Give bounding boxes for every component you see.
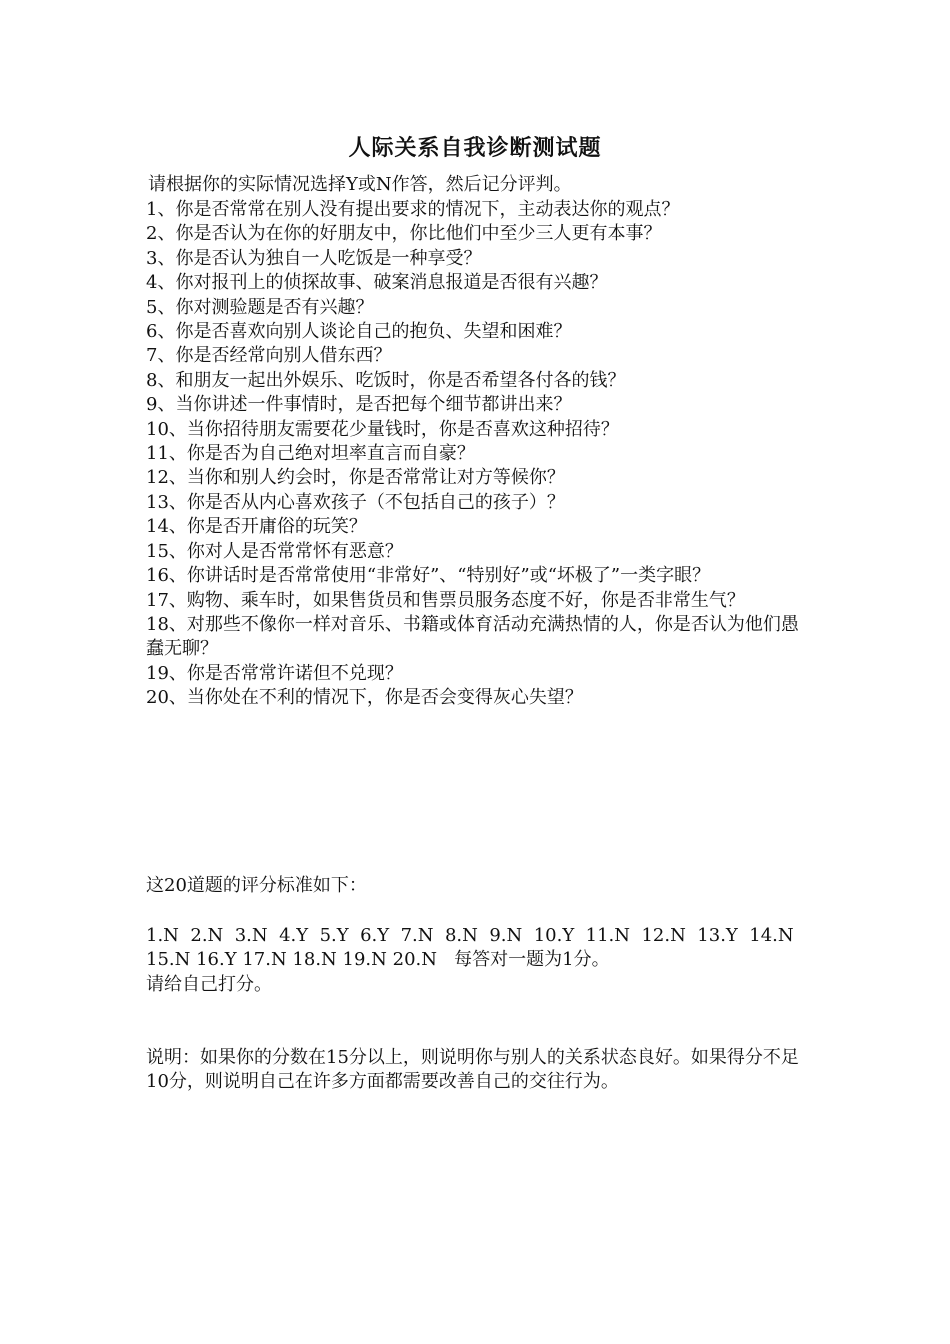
question-item: 7、你是否经常向别人借东西？ [146, 345, 392, 367]
page-title: 人际关系自我诊断测试题 [348, 136, 602, 161]
question-item: 14、你是否开庸俗的玩笑？ [146, 516, 367, 538]
question-item: 8、和朋友一起出外娱乐、吃饭时，你是否希望各付各的钱？ [146, 369, 626, 391]
answer-key: 1.N 2.N 3.N 4.Y 5.Y 6.Y 7.N 8.N 9.N 10.Y 11.N 12.N 13.Y 14.N 15.N 16.Y 17.N 18.N 19.N 20.N 每答对一题为1分。 [146, 925, 800, 971]
question-list [146, 198, 810, 711]
question-item: 11、你是否为自己绝对坦率直言而自豪？ [146, 443, 475, 465]
question-item: 16、你讲话时是否常常使用“非常好”、“特别好”或“坏极了”一类字眼？ [146, 565, 711, 587]
question-item: 3、你是否认为独自一人吃饭是一种享受？ [146, 247, 482, 269]
question-item: 15、你对人是否常常怀有恶意？ [146, 540, 403, 562]
question-item: 18、对那些不像你一样对音乐、书籍或体育活动充满热情的人，你是否认为他们愚蠢无聊？ [146, 613, 799, 660]
self-score-instruction: 请给自己打分。 [146, 974, 272, 995]
score-explanation: 说明：如果你的分数在15分以上，则说明你与别人的关系状态良好。如果得分不足10分，则说明自己在许多方面都需要改善自己的交往行为。 [146, 1047, 799, 1093]
question-item: 20、当你处在不利的情况下，你是否会变得灰心失望？ [146, 687, 583, 709]
question-item: 1、你是否常常在别人没有提出要求的情况下，主动表达你的观点？ [146, 199, 680, 220]
scoring-header: 这20道题的评分标准如下： [146, 875, 367, 896]
question-item: 13、你是否从内心喜欢孩子（不包括自己的孩子）？ [146, 491, 565, 513]
question-item: 2、你是否认为在你的好朋友中，你比他们中至少三人更有本事？ [146, 223, 662, 245]
instructions: 请根据你的实际情况选择Y或N作答，然后记分评判。 [148, 174, 572, 195]
question-item: 10、当你招待朋友需要花少量钱时，你是否喜欢这种招待？ [146, 418, 619, 440]
question-item: 12、当你和别人约会时，你是否常常让对方等候你？ [146, 467, 565, 489]
question-item: 19、你是否常常许诺但不兑现？ [146, 662, 403, 684]
question-item: 5、你对测验题是否有兴趣？ [146, 296, 374, 318]
question-item: 9、当你讲述一件事情时，是否把每个细节都讲出来？ [146, 394, 572, 416]
question-item: 17、购物、乘车时，如果售货员和售票员服务态度不好，你是否非常生气？ [146, 589, 745, 611]
question-item: 4、你对报刊上的侦探故事、破案消息报道是否很有兴趣？ [146, 272, 608, 294]
question-item: 6、你是否喜欢向别人谈论自己的抱负、失望和困难？ [146, 321, 572, 343]
